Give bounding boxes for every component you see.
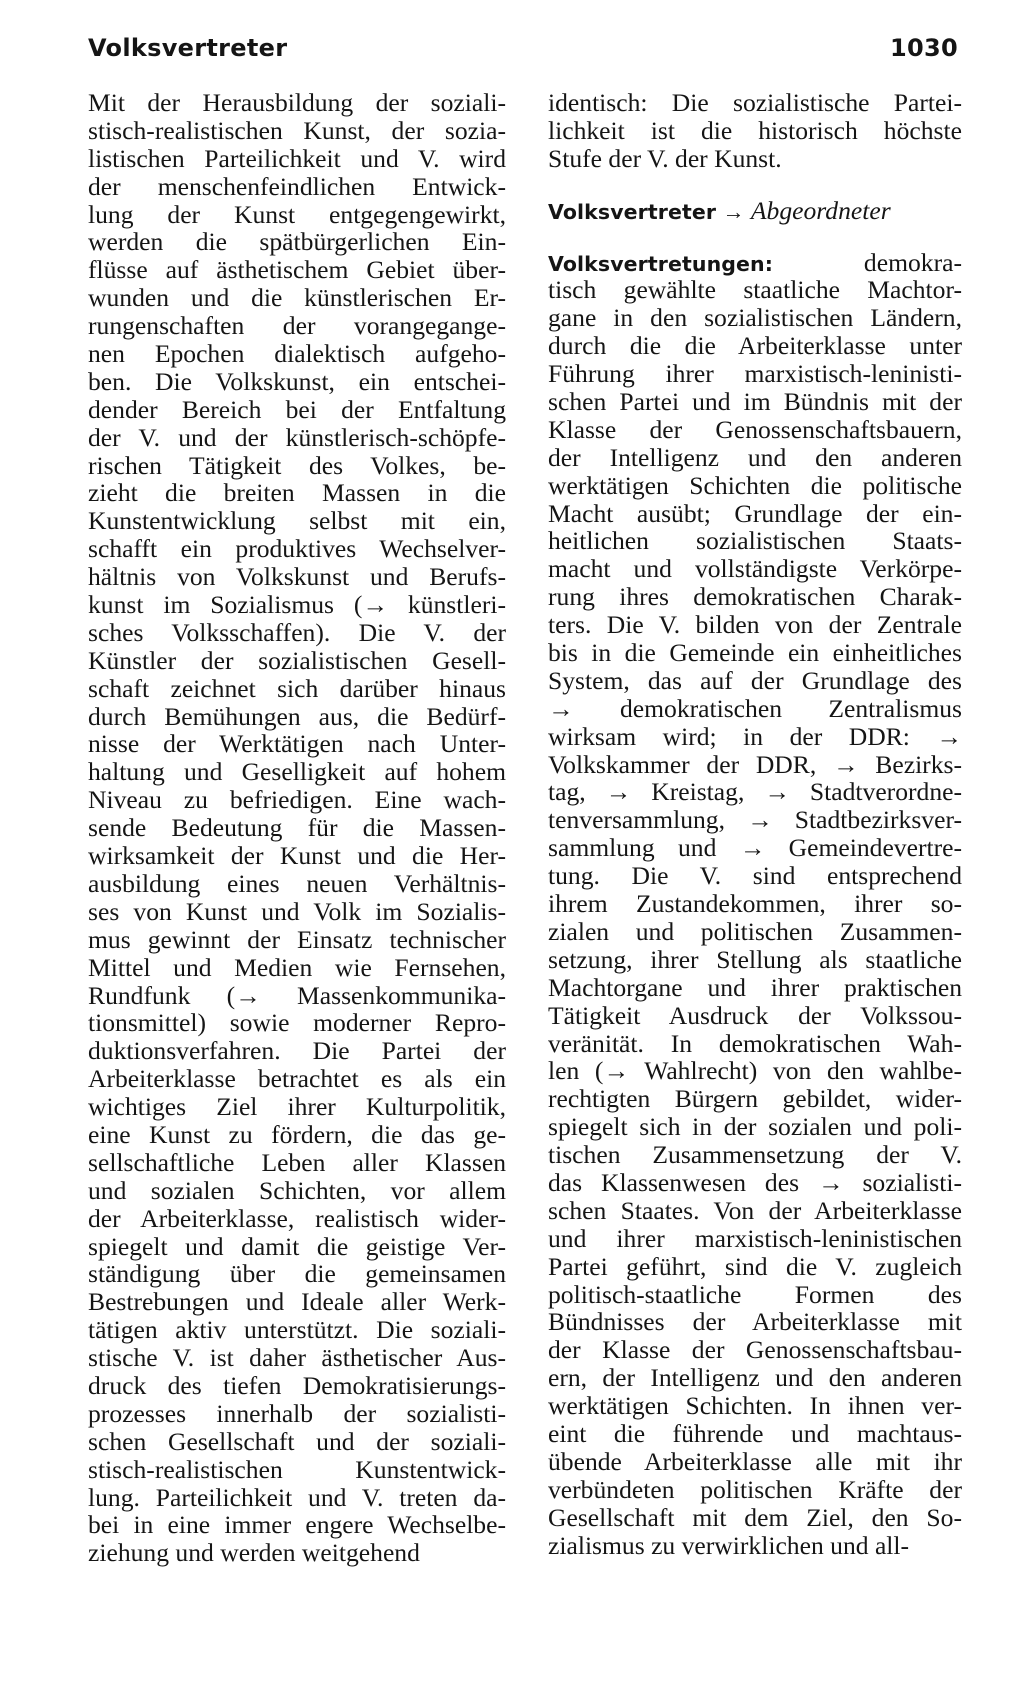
left-column xyxy=(88,89,506,1567)
text-line: lichkeit ist die historisch höchste xyxy=(548,115,962,145)
text-line: durch Bemühungen aus, die Bedürf- xyxy=(88,701,506,731)
text-line: nen Epochen dialektisch aufgeho- xyxy=(88,339,506,369)
text-line: hältnis von Volkskunst und Berufs- xyxy=(88,562,506,592)
entry-spacing xyxy=(548,225,962,249)
page-number: 1030 xyxy=(890,34,958,62)
text-line: Volkskammer der DDR, → Bezirks- xyxy=(548,749,962,779)
text-line: len (→ Wahlrecht) von den wahlbe- xyxy=(548,1056,962,1086)
right-column xyxy=(548,89,962,1559)
text-line: dender Bereich bei der Entfaltung xyxy=(88,394,506,424)
text-line: übende Arbeiterklasse alle mit ihr xyxy=(548,1446,962,1476)
text-line: werktätigen Schichten die politische xyxy=(548,470,962,500)
text-line: spiegelt sich in der sozialen und poli- xyxy=(548,1112,962,1142)
text-line: der V. und der künstlerisch-schöpfe- xyxy=(88,422,506,452)
text-line: sammlung und → Gemeindevertre- xyxy=(548,833,962,863)
text-line: Niveau zu befriedigen. Eine wach- xyxy=(88,785,506,815)
text-line: tionsmittel) sowie moderner Repro- xyxy=(88,1008,506,1038)
text-line: spiegelt und damit die geistige Ver- xyxy=(88,1231,506,1261)
text-line: stisch-realistischen Kunst, der sozia- xyxy=(88,115,506,145)
text-line: rischen Tätigkeit des Volkes, be- xyxy=(88,450,506,480)
text-line: werden die spätbürgerlichen Ein- xyxy=(88,227,506,257)
text-line: druck des tiefen Demokratisierungs- xyxy=(88,1370,506,1400)
text-line: nisse der Werktätigen nach Unter- xyxy=(88,729,506,759)
text-line: rung ihres demokratischen Charak- xyxy=(548,582,962,612)
text-line: eint die führende und machtaus- xyxy=(548,1418,962,1448)
text-line: ständigung über die gemeinsamen xyxy=(88,1259,506,1289)
text-line: bei in eine immer engere Wechselbe- xyxy=(88,1510,506,1540)
text-line: zialismus zu verwirklichen und all- xyxy=(548,1530,910,1560)
text-line: tätigen aktiv unterstützt. Die soziali- xyxy=(88,1315,506,1345)
text-line: Bestrebungen und Ideale aller Werk- xyxy=(88,1287,506,1317)
text-line: eine Kunst zu fördern, die das ge- xyxy=(88,1119,506,1149)
text-line: Kunstentwicklung selbst mit ein, xyxy=(88,506,506,536)
text-line: sches Volksschaffen). Die V. der xyxy=(88,617,506,647)
text-line: Arbeiterklasse betrachtet es als ein xyxy=(88,1064,506,1094)
text-line: ters. Die V. bilden von der Zentrale xyxy=(548,610,962,640)
text-line: sende Bedeutung für die Massen- xyxy=(88,813,506,843)
text-line: haltung und Geselligkeit auf hohem xyxy=(88,757,506,787)
text-line: identisch: Die sozialistische Partei- xyxy=(548,88,962,117)
text-line: tung. Die V. sind entsprechend xyxy=(548,861,962,891)
text-line: ziehung und werden weitgehend xyxy=(88,1538,420,1568)
entry-spacing xyxy=(548,173,962,197)
text-line: ern, der Intelligenz und den anderen xyxy=(548,1363,962,1393)
text-line: und sozialen Schichten, vor allem xyxy=(88,1175,506,1205)
text-line: schen Staates. Von der Arbeiterklasse xyxy=(548,1195,962,1225)
text-line: lung der Kunst entgegengewirkt, xyxy=(88,199,506,229)
text-line: Machtorgane und ihrer praktischen xyxy=(548,972,962,1002)
text-line: → demokratischen Zentralismus xyxy=(548,693,962,723)
text-line: sellschaftliche Leben aller Klassen xyxy=(88,1147,506,1177)
text-line: gane in den sozialistischen Ländern, xyxy=(548,303,962,333)
text-line: ses von Kunst und Volk im Sozialis- xyxy=(88,896,506,926)
text-line: rungenschaften der vorangegange- xyxy=(88,311,506,341)
text-line: tischen Zusammensetzung der V. xyxy=(548,1140,962,1170)
text-line: wirksamkeit der Kunst und die Her- xyxy=(88,841,506,871)
text-line: zialen und politischen Zusammen- xyxy=(548,916,962,946)
entry-headword: Volksvertretungen: xyxy=(548,251,774,276)
crossref-entry xyxy=(548,197,962,225)
text-line: ben. Die Volkskunst, ein entschei- xyxy=(88,366,506,396)
text-line: rechtigten Bürgern gebildet, wider- xyxy=(548,1084,962,1114)
text-line: Partei geführt, sind die V. zugleich xyxy=(548,1251,962,1281)
text-line: ausbildung eines neuen Verhältnis- xyxy=(88,868,506,898)
text-line: heitlichen sozialistischen Staats- xyxy=(548,526,962,556)
text-line: Tätigkeit Ausdruck der Volkssou- xyxy=(548,1000,962,1030)
text-line: stisch-realistischen Kunstentwick- xyxy=(88,1454,506,1484)
text-line: der menschenfeindlichen Entwick- xyxy=(88,171,506,201)
text-line: kunst im Sozialismus (→ künstleri- xyxy=(88,590,506,620)
entry-body xyxy=(548,276,962,1559)
text-line: tenversammlung, → Stadtbezirksver- xyxy=(548,805,962,835)
text-line: Bündnisses der Arbeiterklasse mit xyxy=(548,1307,962,1337)
text-line: durch die die Arbeiterklasse unter xyxy=(548,331,962,361)
text-line: und ihrer marxistisch-leninistischen xyxy=(548,1223,962,1253)
text-line: der Intelligenz und den anderen xyxy=(548,442,962,472)
text-line: ihrem Zustandekommen, ihrer so- xyxy=(548,889,962,919)
text-line: schaft zeichnet sich darüber hinaus xyxy=(88,673,506,703)
text-line: zieht die breiten Massen in die xyxy=(88,478,506,508)
crossref-arrow: → xyxy=(722,198,745,224)
text-line: politisch-staatliche Formen des xyxy=(548,1279,962,1309)
text-line: Gesellschaft mit dem Ziel, den So- xyxy=(548,1502,962,1532)
text-line: flüsse auf ästhetischem Gebiet über- xyxy=(88,255,506,285)
text-line: veränität. In demokratischen Wah- xyxy=(548,1028,962,1058)
text-line: wunden und die künstlerischen Er- xyxy=(88,283,506,313)
text-line: stische V. ist daher ästhetischer Aus- xyxy=(88,1343,506,1373)
crossref-target: Abgeordneter xyxy=(750,195,891,225)
continuation-text xyxy=(548,89,962,173)
text-line: tisch gewählte staatliche Machtor- xyxy=(548,275,962,305)
text-line: setzung, ihrer Stellung als staatliche xyxy=(548,944,962,974)
text-line: macht und vollständigste Verkörpe- xyxy=(548,554,962,584)
text-line: schafft ein produktives Wechselver- xyxy=(88,534,506,564)
text-line: Mit der Herausbildung der soziali- xyxy=(88,88,506,117)
text-line: prozesses innerhalb der sozialisti- xyxy=(88,1398,506,1428)
text-line: der Arbeiterklasse, realistisch wider- xyxy=(88,1203,506,1233)
text-line: das Klassenwesen des → sozialisti- xyxy=(548,1167,962,1197)
text-line: schen Gesellschaft und der soziali- xyxy=(88,1426,506,1456)
text-line: wichtiges Ziel ihrer Kulturpolitik, xyxy=(88,1092,506,1122)
text-line: Klasse der Genossenschaftsbauern, xyxy=(548,414,962,444)
text-line: wirksam wird; in der DDR: → xyxy=(548,721,962,751)
text-line: Stufe der V. der Kunst. xyxy=(548,143,782,173)
text-line: System, das auf der Grundlage des xyxy=(548,665,962,695)
text-line: bis in die Gemeinde ein einheitliches xyxy=(548,638,962,668)
entry-first-line xyxy=(548,249,962,277)
text-line: mus gewinnt der Einsatz technischer xyxy=(88,924,506,954)
text-line: verbündeten politischen Kräfte der xyxy=(548,1474,962,1504)
text-line: schen Partei und im Bündnis mit der xyxy=(548,387,962,417)
text-line: Macht ausübt; Grundlage der ein- xyxy=(548,498,962,528)
running-head: Volksvertreter xyxy=(88,34,288,62)
text-line: lung. Parteilichkeit und V. treten da- xyxy=(88,1482,506,1512)
text-line: Rundfunk (→ Massenkommunika- xyxy=(88,980,506,1010)
text-line: Führung ihrer marxistisch-leninisti- xyxy=(548,359,962,389)
text-line: werktätigen Schichten. In ihnen ver- xyxy=(548,1391,962,1421)
text-line: Mittel und Medien wie Fernsehen, xyxy=(88,952,506,982)
text-line: listischen Parteilichkeit und V. wird xyxy=(88,143,506,173)
entry-first-line-text: demokra- xyxy=(863,247,962,277)
text-line: duktionsverfahren. Die Partei der xyxy=(88,1036,506,1066)
crossref-headword: Volksvertreter xyxy=(548,199,717,224)
text-line: der Klasse der Genossenschaftsbau- xyxy=(548,1335,962,1365)
text-line: tag, → Kreistag, → Stadtverordne- xyxy=(548,777,962,807)
text-line: Künstler der sozialistischen Gesell- xyxy=(88,645,506,675)
